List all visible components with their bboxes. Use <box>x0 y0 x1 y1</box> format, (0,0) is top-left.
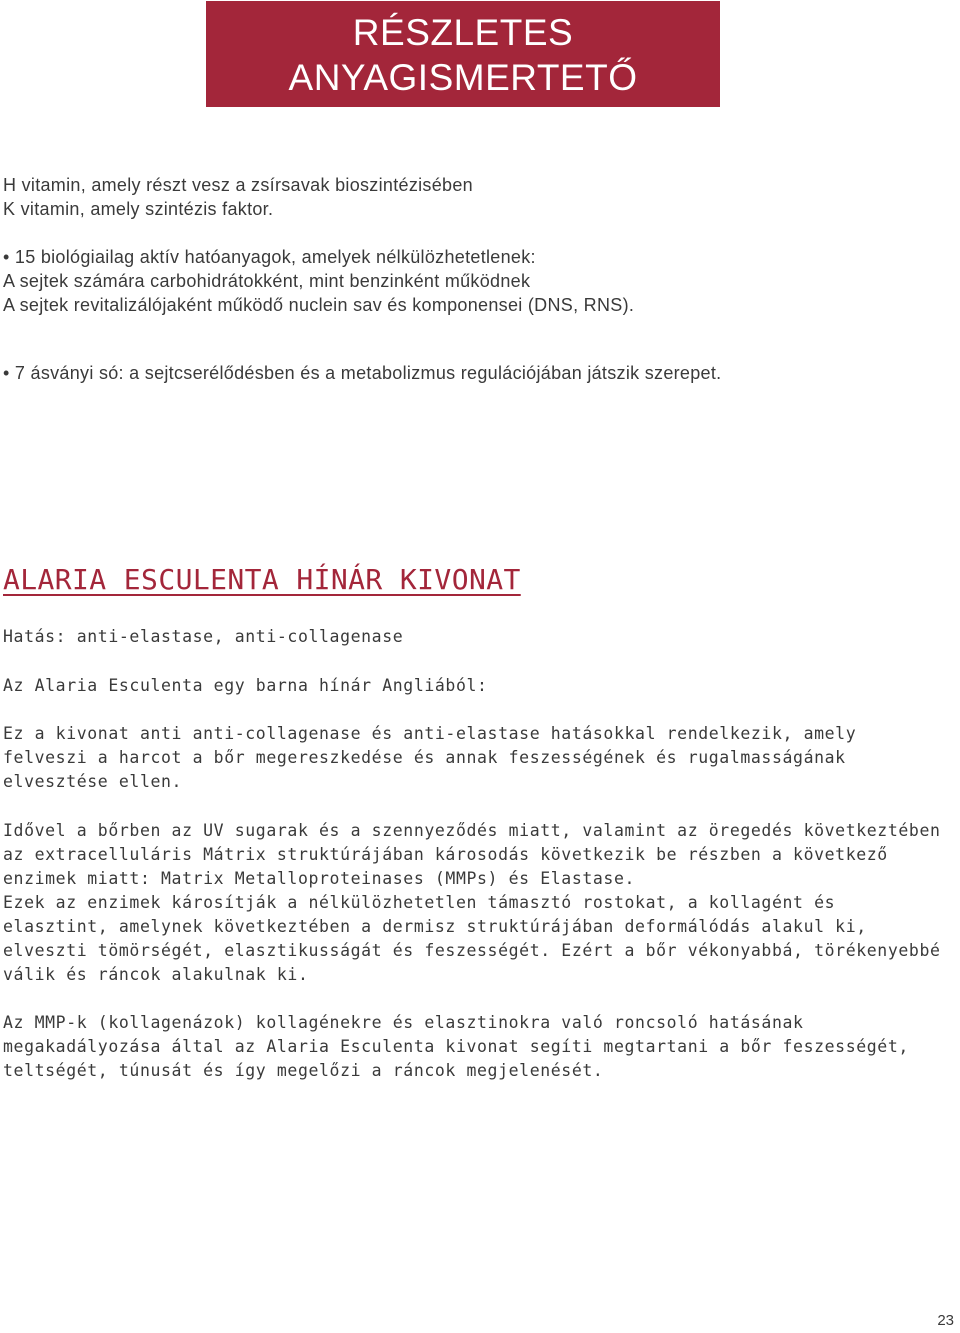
effect-line <box>3 625 948 649</box>
vitamin-k-line: K vitamin, amely szintézis faktor. <box>3 199 274 219</box>
amino-line-2: A sejtek számára carbohidrátokként, mint benzinként működnek <box>3 271 531 291</box>
vitamins-block <box>3 173 473 221</box>
title-banner <box>206 1 720 107</box>
paragraph-2 <box>3 819 948 987</box>
section-title: ALARIA ESCULENTA HÍNÁR KIVONAT <box>3 563 521 596</box>
amino-line-3: A sejtek revitalizálójaként működő nuclein sav és komponensei (DNS, RNS). <box>3 295 635 315</box>
paragraph-1-text: Ez a kivonat anti anti-collagenase és anti-elastase hatásokkal rendelkezik, amely felveszi a harcot a bőr megereszkedése és annak feszességének és rugalmasságának elvesztése ellen. <box>3 724 857 791</box>
paragraph-1 <box>3 722 948 794</box>
intro-text: Az Alaria Esculenta egy barna hínár Angliából: <box>3 676 488 695</box>
vitamin-h-line: H vitamin, amely részt vesz a zsírsavak bioszintézisében <box>3 175 473 195</box>
paragraph-3 <box>3 1011 948 1083</box>
intro-line <box>3 674 948 698</box>
page-number: 23 <box>937 1312 954 1329</box>
amino-bullet-line: • 15 biológiailag aktív hatóanyagok, amelyek nélkülözhetetlenek: <box>3 247 536 267</box>
minerals-bullet: • 7 ásványi só: a sejtcserélődésben és a metabolizmus regulációjában játszik szerepet. <box>3 363 722 383</box>
effect-text: Hatás: anti-elastase, anti-collagenase <box>3 627 404 646</box>
paragraph-2b-text: Ezek az enzimek károsítják a nélkülözhetetlen támasztó rostokat, a kollagént és elasztint, amelynek következtében a dermisz struktúrájában deformálódás alakul ki, elveszti tömörségét, elasztikusságát és feszességét. Ezért a bőr vékonyabbá, törékenyebbé válik és ráncok alakulnak ki. <box>3 893 941 984</box>
amino-acids-block <box>3 245 634 317</box>
title-line-1: RÉSZLETES <box>352 12 574 53</box>
paragraph-3-text: Az MMP-k (kollagenázok) kollagénekre és elasztinokra való roncsoló hatásának megakadályozása által az Alaria Esculenta kivonat segíti megtartani a bőr feszességét, teltségét, túnusát és így megelőzi a ráncok megjelenését. <box>3 1013 909 1080</box>
title-line-2: ANYAGISMERTETŐ <box>288 57 638 98</box>
paragraph-2a-text: Idővel a bőrben az UV sugarak és a szennyeződés miatt, valamint az öregedés következtében az extracelluláris Mátrix struktúrájában károsodás következik be részben a következő enzimek miatt: Matrix Metalloproteinases (MMPs) és Elastase. <box>3 821 941 888</box>
